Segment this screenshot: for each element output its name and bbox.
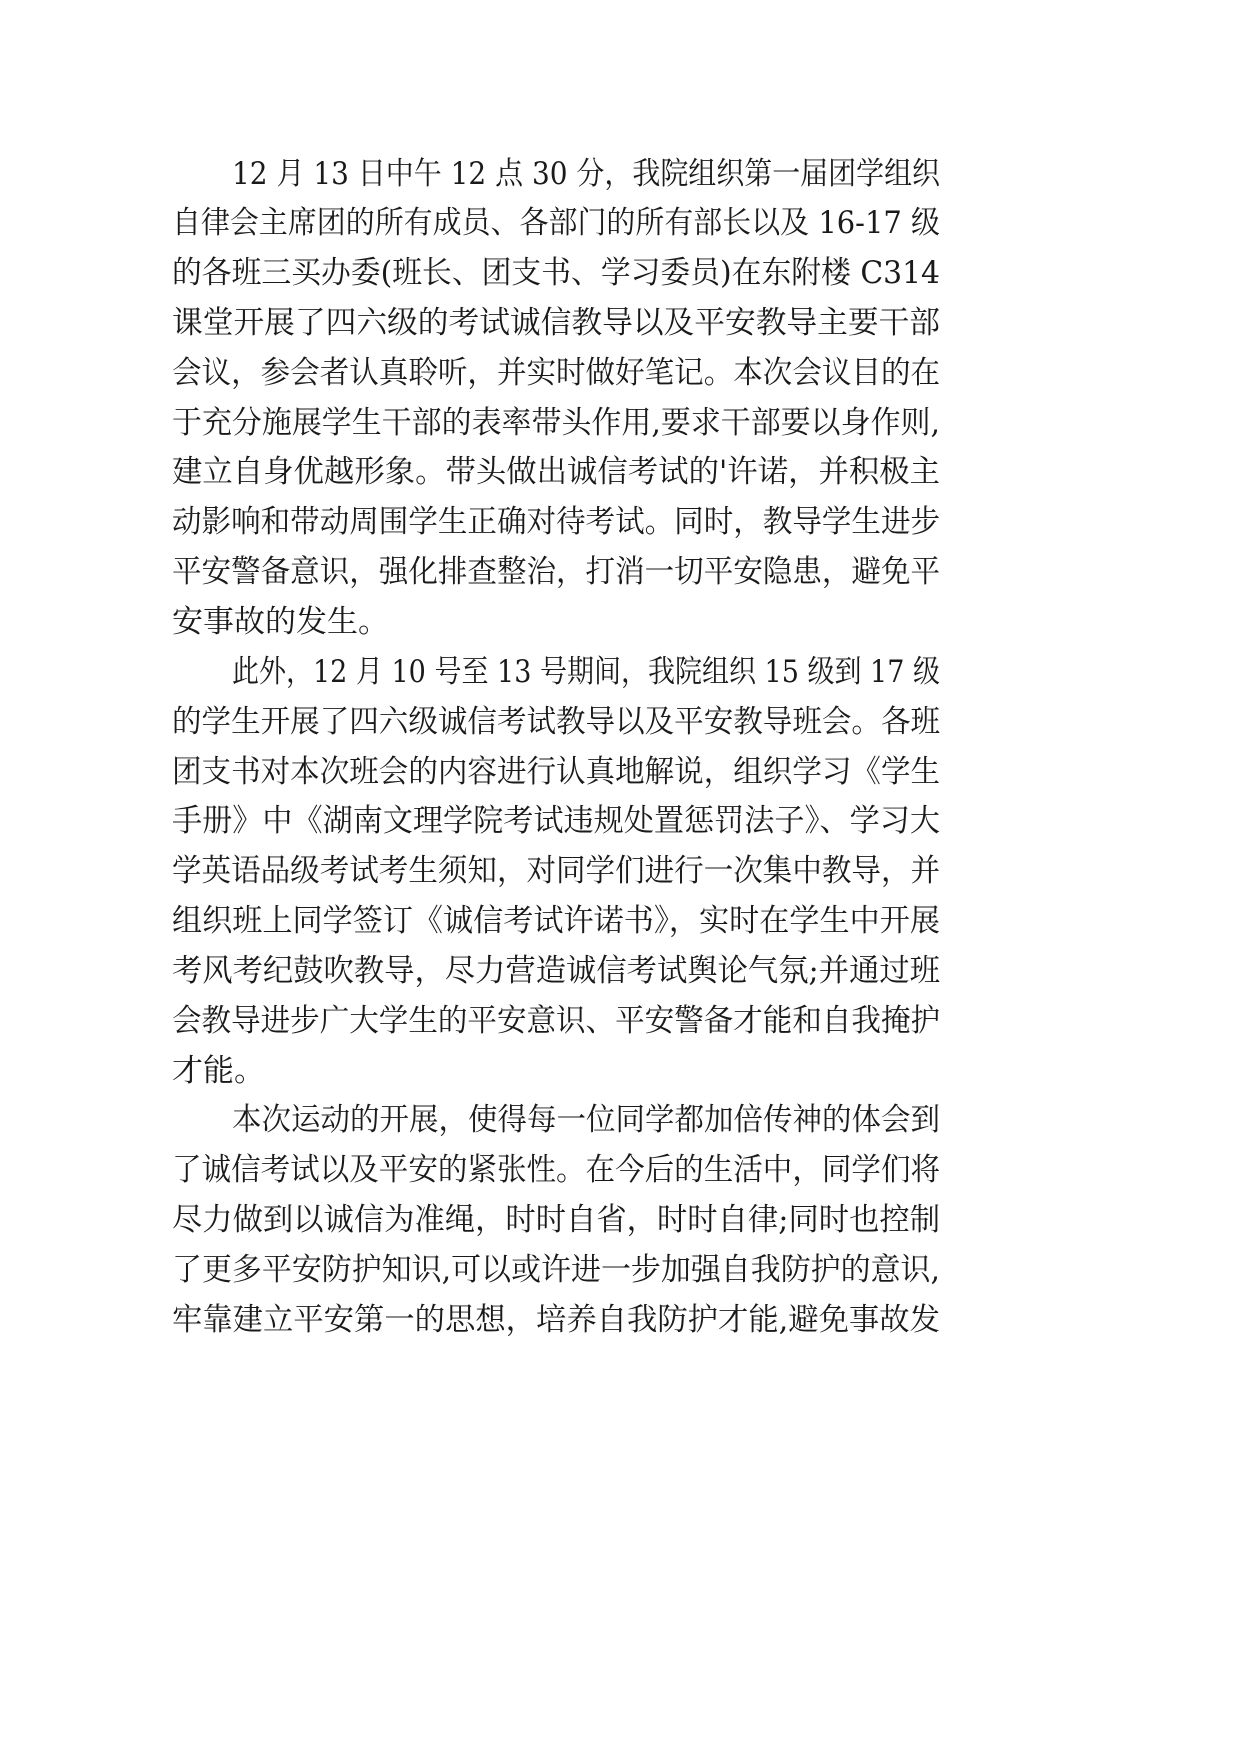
text-line-content: 会议，参会者认真聆听，并实时做好笔记。本次会议目的在 bbox=[172, 355, 941, 391]
text-line-content: 学英语品级考试考生须知，对同学们进行一次集中教导，并 bbox=[172, 853, 941, 889]
text-line-content: 于充分施展学生干部的表率带头作用,要求干部要以身作则, bbox=[172, 405, 941, 441]
text-line-content: 自律会主席团的所有成员、各部门的所有部长以及 16-17 级 bbox=[172, 205, 940, 241]
text-line bbox=[0, 1200, 1241, 1240]
text-line-content: 团支书对本次班会的内容进行认真地解说，组织学习《学生 bbox=[172, 754, 941, 790]
text-line bbox=[0, 1100, 1241, 1140]
text-line-content: 会教导进步广大学生的平安意识、平安警备才能和自我掩护 bbox=[172, 1003, 941, 1039]
text-line-content: 了更多平安防护知识,可以或许进一步加强自我防护的意识, bbox=[172, 1252, 941, 1288]
text-line-content: 了诚信考试以及平安的紧张性。在今后的生活中，同学们将 bbox=[172, 1152, 941, 1188]
text-line bbox=[0, 203, 1241, 243]
text-line bbox=[0, 403, 1241, 443]
text-line bbox=[0, 752, 1241, 792]
text-line-content: 动影响和带动周围学生正确对待考试。同时，教导学生进步 bbox=[172, 504, 941, 540]
text-line-content: 手册》中《湖南文理学院考试违规处置惩罚法子》、学习大 bbox=[172, 803, 940, 839]
text-line bbox=[0, 951, 1241, 991]
text-line bbox=[0, 1051, 1241, 1091]
text-line-content: 的学生开展了四六级诚信考试教导以及平安教导班会。各班 bbox=[172, 704, 941, 740]
text-line bbox=[0, 652, 1241, 692]
text-line bbox=[0, 353, 1241, 393]
text-line bbox=[0, 253, 1241, 293]
text-line bbox=[0, 702, 1241, 742]
text-line bbox=[0, 452, 1241, 492]
text-line-content: 组织班上同学签订《诚信考试许诺书》，实时在学生中开展 bbox=[172, 903, 940, 939]
text-line bbox=[0, 552, 1241, 592]
text-line-content: 的各班三买办委(班长、团支书、学习委员)在东附楼 C314 bbox=[172, 255, 941, 291]
text-line bbox=[0, 1001, 1241, 1041]
text-line bbox=[0, 901, 1241, 941]
text-line bbox=[0, 303, 1241, 343]
text-line-content: 建立自身优越形象。带头做出诚信考试的'许诺，并积极主 bbox=[172, 454, 941, 490]
text-line bbox=[0, 851, 1241, 891]
text-line bbox=[0, 1150, 1241, 1190]
text-line-content: 才能。 bbox=[172, 1053, 265, 1089]
text-line-content: 平安警备意识，强化排查整治，打消一切平安隐患，避免平 bbox=[172, 554, 941, 590]
text-line bbox=[0, 602, 1241, 642]
text-line-content: 尽力做到以诚信为准绳，时时自省，时时自律;同时也控制 bbox=[172, 1202, 941, 1238]
text-line bbox=[0, 502, 1241, 542]
text-line-content: 课堂开展了四六级的考试诚信教导以及平安教导主要干部 bbox=[172, 305, 941, 341]
text-line bbox=[0, 154, 1241, 194]
text-line bbox=[0, 1300, 1241, 1340]
text-line-content: 本次运动的开展，使得每一位同学都加倍传神的体会到 bbox=[232, 1102, 940, 1138]
text-line bbox=[0, 1250, 1241, 1290]
text-line-content: 此外，12 月 10 号至 13 号期间，我院组织 15 级到 17 级 bbox=[232, 654, 940, 690]
text-line-content: 12 月 13 日中午 12 点 30 分，我院组织第一届团学组织 bbox=[232, 156, 941, 192]
text-line bbox=[0, 801, 1241, 841]
text-line-content: 牢靠建立平安第一的思想，培养自我防护才能,避免事故发 bbox=[172, 1302, 940, 1338]
text-line-content: 考风考纪鼓吹教导，尽力营造诚信考试舆论气氛;并通过班 bbox=[172, 953, 941, 989]
text-line-content: 安事故的发生。 bbox=[172, 604, 389, 640]
